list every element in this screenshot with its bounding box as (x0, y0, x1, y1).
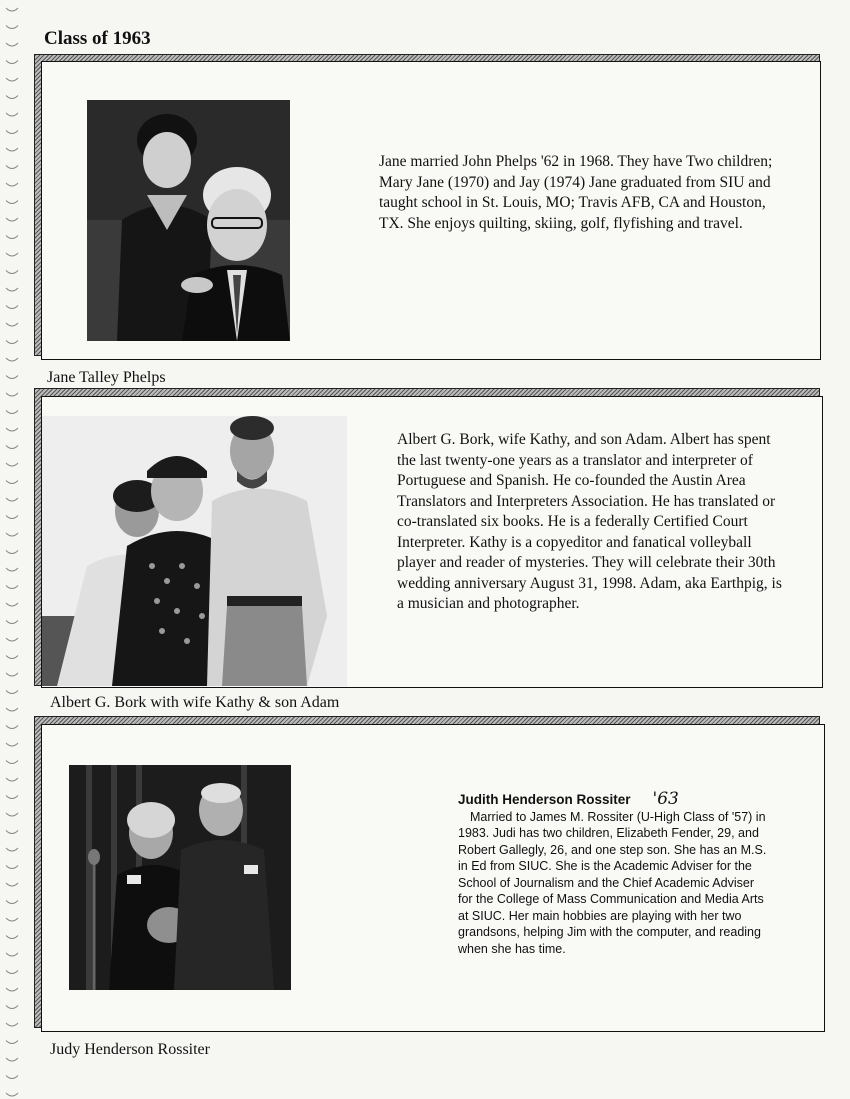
binding-ring (6, 551, 18, 554)
binding-ring (6, 218, 18, 221)
binding-ring (6, 78, 18, 81)
handwritten-note: '63 (652, 789, 679, 809)
binding-ring (6, 831, 18, 834)
spiral-binding (0, 0, 24, 1099)
binding-ring (6, 306, 18, 309)
binding-ring (6, 271, 18, 274)
binding-ring (6, 498, 18, 501)
binding-ring (6, 883, 18, 886)
binding-ring (6, 1006, 18, 1009)
binding-ring (6, 743, 18, 746)
binding-ring (6, 428, 18, 431)
binding-ring (6, 971, 18, 974)
binding-ring (6, 988, 18, 991)
binding-ring (6, 323, 18, 326)
entry-caption: Albert G. Bork with wife Kathy & son Adam (50, 694, 340, 711)
binding-ring (6, 131, 18, 134)
binding-ring (6, 586, 18, 589)
binding-ring (6, 8, 18, 11)
entry-photo (42, 416, 347, 686)
binding-ring (6, 393, 18, 396)
binding-ring (6, 253, 18, 256)
binding-ring (6, 953, 18, 956)
binding-ring (6, 568, 18, 571)
binding-ring (6, 341, 18, 344)
entry-bio-name: Judith Henderson Rossiter (458, 792, 631, 807)
binding-ring (6, 638, 18, 641)
binding-ring (6, 813, 18, 816)
binding-ring (6, 463, 18, 466)
binding-ring (6, 376, 18, 379)
binding-ring (6, 1041, 18, 1044)
entry-bio: Married to James M. Rossiter (U-High Class of '57) in 1983. Judi has two children, Elizabeth Fender, 29, and Robert Gallegly, 26, and one step son. She has an M.S. in Ed from SIUC. She is the Academic Adviser for the School of Journalism and the Chief Academic Adviser for the College of Mass Communication and Media Arts at SIUC. Her main hobbies are playing with her two grandsons, helping Jim with the computer, and reading when she has time. (458, 809, 767, 956)
binding-ring (6, 603, 18, 606)
binding-ring (6, 796, 18, 799)
binding-ring (6, 1058, 18, 1061)
binding-ring (6, 936, 18, 939)
binding-ring (6, 708, 18, 711)
entry-panel (41, 724, 825, 1032)
binding-ring (6, 1093, 18, 1096)
entry-photo (69, 765, 291, 990)
entry-caption: Jane Talley Phelps (47, 369, 166, 386)
binding-ring (6, 778, 18, 781)
binding-ring (6, 918, 18, 921)
binding-ring (6, 726, 18, 729)
binding-ring (6, 96, 18, 99)
entry-caption: Judy Henderson Rossiter (50, 1041, 210, 1058)
binding-ring (6, 26, 18, 29)
binding-ring (6, 656, 18, 659)
binding-ring (6, 1023, 18, 1026)
binding-ring (6, 901, 18, 904)
entry-bio: Jane married John Phelps '62 in 1968. They have Two children; Mary Jane (1970) and Jay (1974) Jane graduated from SIU and taught school in St. Louis, MO; Travis AFB, CA and Houston, TX. She enjoys quilting, skiing, golf, flyfishing and travel. (379, 153, 773, 232)
binding-ring (6, 43, 18, 46)
binding-ring (6, 761, 18, 764)
binding-ring (6, 1076, 18, 1079)
binding-ring (6, 166, 18, 169)
binding-ring (6, 148, 18, 151)
binding-ring (6, 358, 18, 361)
binding-ring (6, 866, 18, 869)
entry-panel (41, 61, 821, 360)
binding-ring (6, 691, 18, 694)
entry-panel (41, 396, 823, 688)
binding-ring (6, 533, 18, 536)
entry-bio-block (458, 791, 770, 957)
entry-bio: Albert G. Bork, wife Kathy, and son Adam. Albert has spent the last twenty-one years as a translator and interpreter of Portuguese and Spanish. He co-founded the Austin Area Translators and Interpreters Association. He has translated or co-translated six books. He is a federally Certified Court Interpreter. Kathy is a copyeditor and fanatical volleyball player and reader of mysteries. They will celebrate their 30th wedding anniversary August 31, 1998. Adam, aka Earthpig, is a musician and photographer. (397, 431, 782, 612)
binding-ring (6, 446, 18, 449)
binding-ring (6, 516, 18, 519)
binding-ring (6, 183, 18, 186)
binding-ring (6, 621, 18, 624)
binding-ring (6, 61, 18, 64)
binding-ring (6, 201, 18, 204)
binding-ring (6, 236, 18, 239)
page-title: Class of 1963 (44, 28, 151, 49)
binding-ring (6, 673, 18, 676)
entry-photo (87, 100, 290, 341)
binding-ring (6, 848, 18, 851)
binding-ring (6, 288, 18, 291)
binding-ring (6, 481, 18, 484)
binding-ring (6, 411, 18, 414)
binding-ring (6, 113, 18, 116)
